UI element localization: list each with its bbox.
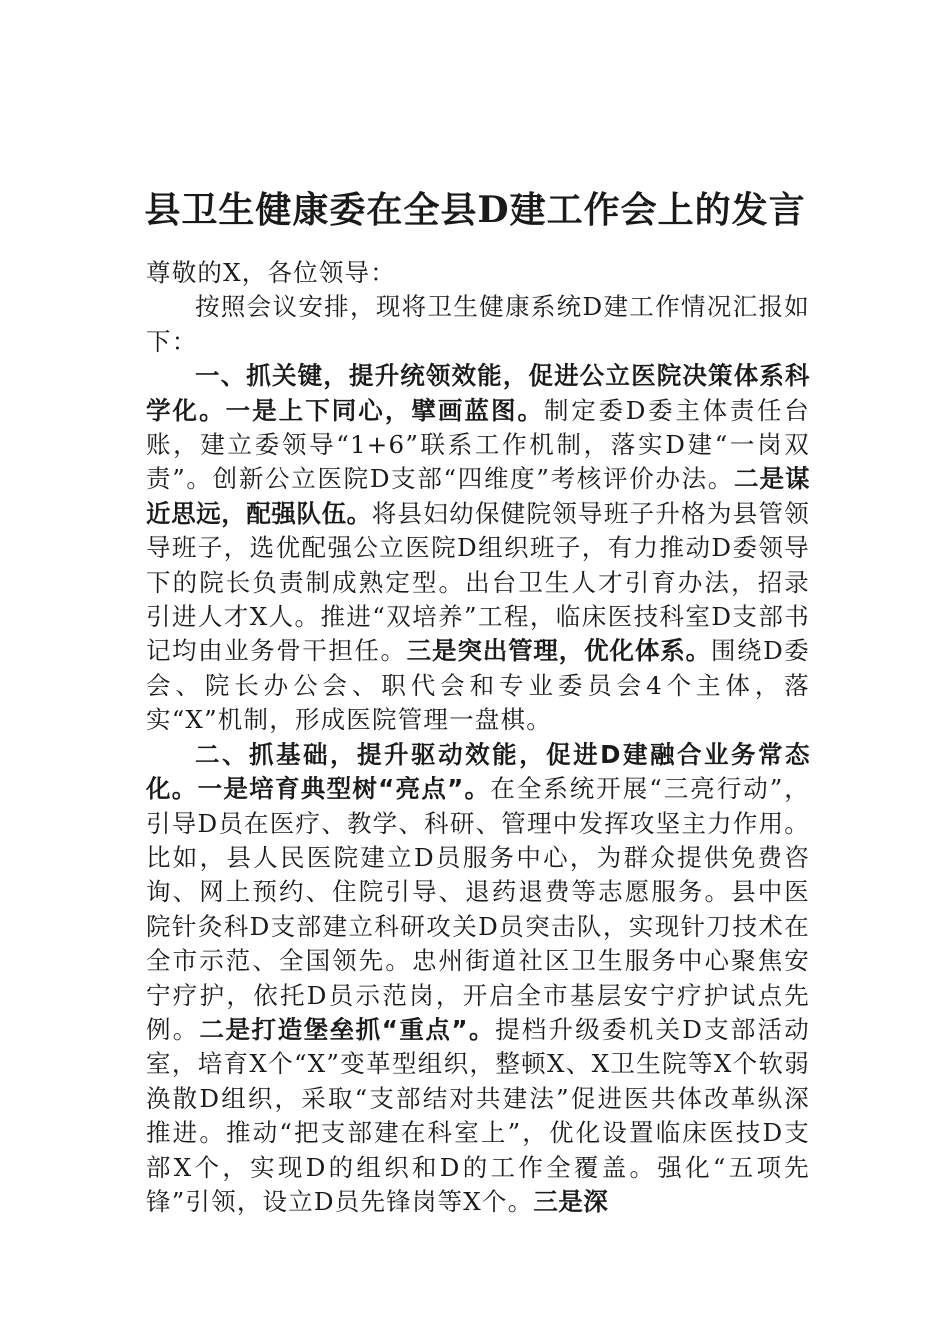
section-1-point-3-label: 三是突出管理，优化体系。 [406, 636, 711, 666]
document-title: 县卫生健康委在全县D建工作会上的发言 [144, 189, 806, 232]
section-2-paragraph [146, 738, 810, 1220]
section-1-paragraph [146, 359, 810, 737]
section-1-point-2-label: 二是谋近思远，配强队伍。 [146, 464, 810, 528]
section-1-point-1-label: 一是上下同心，擘画蓝图。 [225, 395, 545, 425]
section-2-point-1-label: 一是培育典型树“亮点”。 [197, 774, 491, 804]
intro-paragraph: 按照会议安排，现将卫生健康系统D建工作情况汇报如下： [146, 292, 810, 356]
section-2-point-2-label: 二是打造堡垒抓“重点”。 [199, 1014, 496, 1044]
section-1-point-2-text: 将县妇幼保健院领导班子升格为县管领导班子，选优配强公立医院D组织班子，有力推动D委领导下的院长负责制成熟定型。出台卫生人才引育办法，招录引进人才X人。推进“双培养”工程，临床医技科室D支部书记均由业务骨干担任。 [146, 498, 811, 666]
section-2-heading: 二、抓基础，提升驱动效能，促进D建融合业务常态化。 [146, 739, 810, 804]
section-2-point-2-text: 提档升级委机关D支部活动室，培育X个“X”变革型组织，整顿X、X卫生院等X个软弱涣散D组织，采取“支部结对共建法”促进医共体改革纵深推进。推动“把支部建在科室上”，优化设置临床医技D支部X个，实现D的组织和D的工作全覆盖。强化“五项先锋”引领，设立D员先锋岗等X个。 [146, 1014, 810, 1216]
document-body [146, 256, 810, 1219]
section-1-point-3-text: 围绕D委会、院长办公会、职代会和专业委员会4个主体，落实“X”机制，形成医院管理一盘棋。 [146, 636, 810, 735]
section-1-point-1-text: 制定委D委主体责任台账，建立委领导“1+6”联系工作机制，落实D建“一岗双责”。创新公立医院D支部“四维度”考核评价办法。 [146, 395, 810, 494]
section-1-heading: 一、抓关键，提升统领效能，促进公立医院决策体系科学化。 [146, 361, 810, 425]
section-2-point-3-label: 三是深 [533, 1186, 609, 1216]
salutation: 尊敬的X，各位领导： [146, 258, 396, 287]
section-2-point-1-text: 在全系统开展“三亮行动”，引导D员在医疗、教学、科研、管理中发挥攻坚主力作用。比如，县人民医院建立D员服务中心，为群众提供免费咨询、网上预约、住院引导、退药退费等志愿服务。县中医院针灸科D支部建立科研攻关D员突击队，实现针刀技术在全市示范、全国领先。忠州街道社区卫生服务中心聚焦安宁疗护，依托D员示范岗，开启全市基层安宁疗护试点先例。 [146, 774, 811, 1044]
